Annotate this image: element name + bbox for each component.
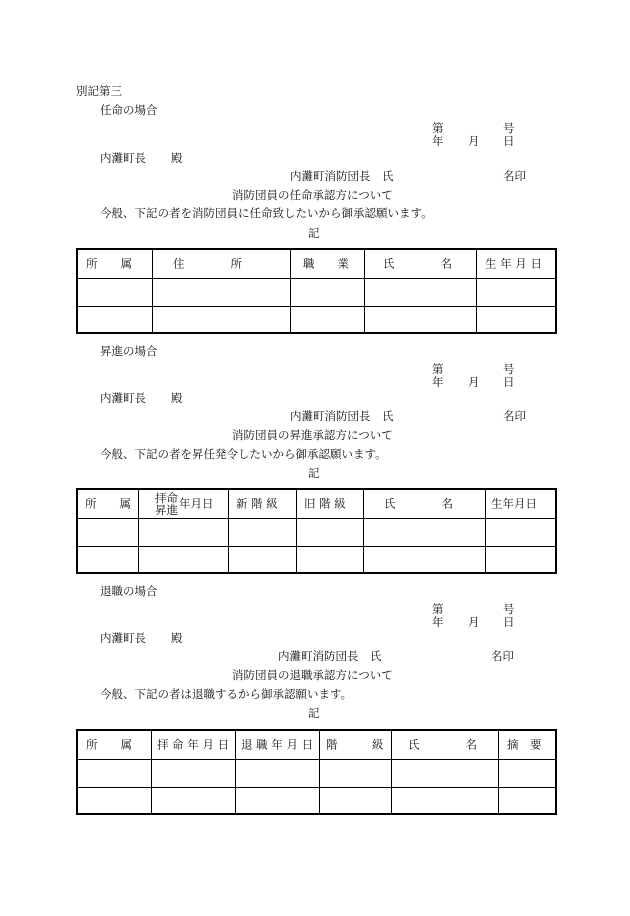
header-cell: 生 年 月 日 [476, 250, 555, 278]
body-text: 今般、下記の者は退職するから御承認願います。 [100, 687, 353, 701]
promotion-label: 昇進 [155, 503, 178, 517]
sender-name: 内灘町消防団長 氏 [290, 169, 394, 183]
document-number-prefix: 第 [432, 121, 444, 135]
sender-seal: 名印 [491, 649, 514, 663]
header-cell: 生年月日 [485, 490, 555, 518]
table-header-row [78, 250, 555, 278]
date-year: 年 [432, 134, 444, 148]
sender-seal: 名印 [503, 409, 526, 423]
table-row [78, 278, 555, 306]
table-cell [235, 760, 319, 787]
table-cell [138, 547, 228, 572]
table-row [78, 518, 555, 546]
date-day: 日 [503, 375, 515, 389]
date-month: 月 [468, 615, 480, 629]
table-cell [152, 307, 290, 332]
table-cell [78, 279, 152, 306]
table-row [78, 787, 555, 813]
table-cell [78, 547, 138, 572]
section-title: 昇進の場合 [100, 344, 158, 358]
date-month: 月 [468, 134, 480, 148]
header-cell: 新 階 級 [228, 490, 296, 518]
table-cell [363, 519, 485, 546]
table-cell [498, 760, 555, 787]
addressee-name: 内灘町長 [100, 151, 146, 165]
document-number-suffix: 号 [503, 121, 515, 135]
table-cell [498, 788, 555, 813]
appointment-label: 拝命 [155, 491, 178, 505]
table-row [78, 546, 555, 572]
table-cell [364, 279, 476, 306]
table-cell [78, 788, 151, 813]
subject-line: 消防団員の任命承認方について [232, 188, 393, 202]
table-cell [78, 307, 152, 332]
table-row [78, 759, 555, 787]
document-number-suffix: 号 [503, 362, 515, 376]
table-cell [391, 760, 498, 787]
subject-line: 消防団員の昇進承認方について [232, 428, 393, 442]
document-number-suffix: 号 [503, 602, 515, 616]
table-cell [228, 519, 296, 546]
header-cell: 拝命 昇進 年月日 [138, 490, 228, 518]
table-cell [476, 307, 555, 332]
header-cell: 摘 要 [498, 731, 555, 759]
table-cell [485, 519, 555, 546]
body-text: 今般、下記の者を消防団員に任命致したいから御承認願います。 [100, 206, 433, 220]
header-cell: 所 属 [86, 256, 132, 271]
sender-seal: 名印 [503, 169, 526, 183]
table-header-row [78, 490, 555, 518]
header-cell: 所 属 [86, 737, 132, 752]
appointment-table [76, 248, 557, 334]
table-cell [363, 547, 485, 572]
header-cell: 階 級 [319, 731, 391, 759]
date-year: 年 [432, 615, 444, 629]
header-cell: 氏 名 [391, 731, 498, 759]
table-cell [296, 547, 363, 572]
header-cell: 退 職 年 月 日 [235, 731, 319, 759]
subject-line: 消防団員の退職承認方について [232, 668, 393, 682]
addressee-honorific: 殿 [171, 631, 183, 645]
table-cell [138, 519, 228, 546]
note-mark: 記 [308, 466, 320, 480]
table-cell [296, 519, 363, 546]
note-mark: 記 [308, 706, 320, 720]
header-cell: 所 属 [85, 496, 131, 511]
table-cell [228, 547, 296, 572]
table-cell [235, 788, 319, 813]
table-cell [78, 760, 151, 787]
table-cell [319, 760, 391, 787]
table-cell [290, 279, 364, 306]
table-header-row [78, 731, 555, 759]
document-number-prefix: 第 [432, 602, 444, 616]
table-cell [485, 547, 555, 572]
body-text: 今般、下記の者を昇任発令したいから御承認願います。 [100, 447, 387, 461]
table-row [78, 306, 555, 332]
addressee-name: 内灘町長 [100, 631, 146, 645]
table-cell [319, 788, 391, 813]
header-cell: 氏 名 [364, 250, 476, 278]
page-heading: 別記第三 [76, 84, 122, 98]
document-number-prefix: 第 [432, 362, 444, 376]
table-cell [364, 307, 476, 332]
table-cell [151, 788, 235, 813]
retirement-table [76, 729, 557, 815]
addressee-name: 内灘町長 [100, 391, 146, 405]
header-cell: 拝 命 年 月 日 [151, 731, 235, 759]
section-title: 任命の場合 [100, 103, 158, 117]
date-year: 年 [432, 375, 444, 389]
sender-name: 内灘町消防団長 氏 [290, 409, 394, 423]
sender-name: 内灘町消防団長 氏 [278, 649, 382, 663]
table-cell [78, 519, 138, 546]
date-month: 月 [468, 375, 480, 389]
date-day: 日 [503, 615, 515, 629]
addressee-honorific: 殿 [171, 151, 183, 165]
promotion-table [76, 488, 557, 574]
table-cell [152, 279, 290, 306]
header-cell: 職 業 [290, 250, 364, 278]
header-cell: 住 所 [152, 250, 290, 278]
table-cell [290, 307, 364, 332]
header-cell: 氏 名 [363, 490, 485, 518]
table-cell [151, 760, 235, 787]
section-title: 退職の場合 [100, 584, 158, 598]
table-cell [391, 788, 498, 813]
table-cell [476, 279, 555, 306]
addressee-honorific: 殿 [171, 391, 183, 405]
date-day: 日 [503, 134, 515, 148]
header-cell: 旧 階 級 [296, 490, 363, 518]
note-mark: 記 [308, 226, 320, 240]
